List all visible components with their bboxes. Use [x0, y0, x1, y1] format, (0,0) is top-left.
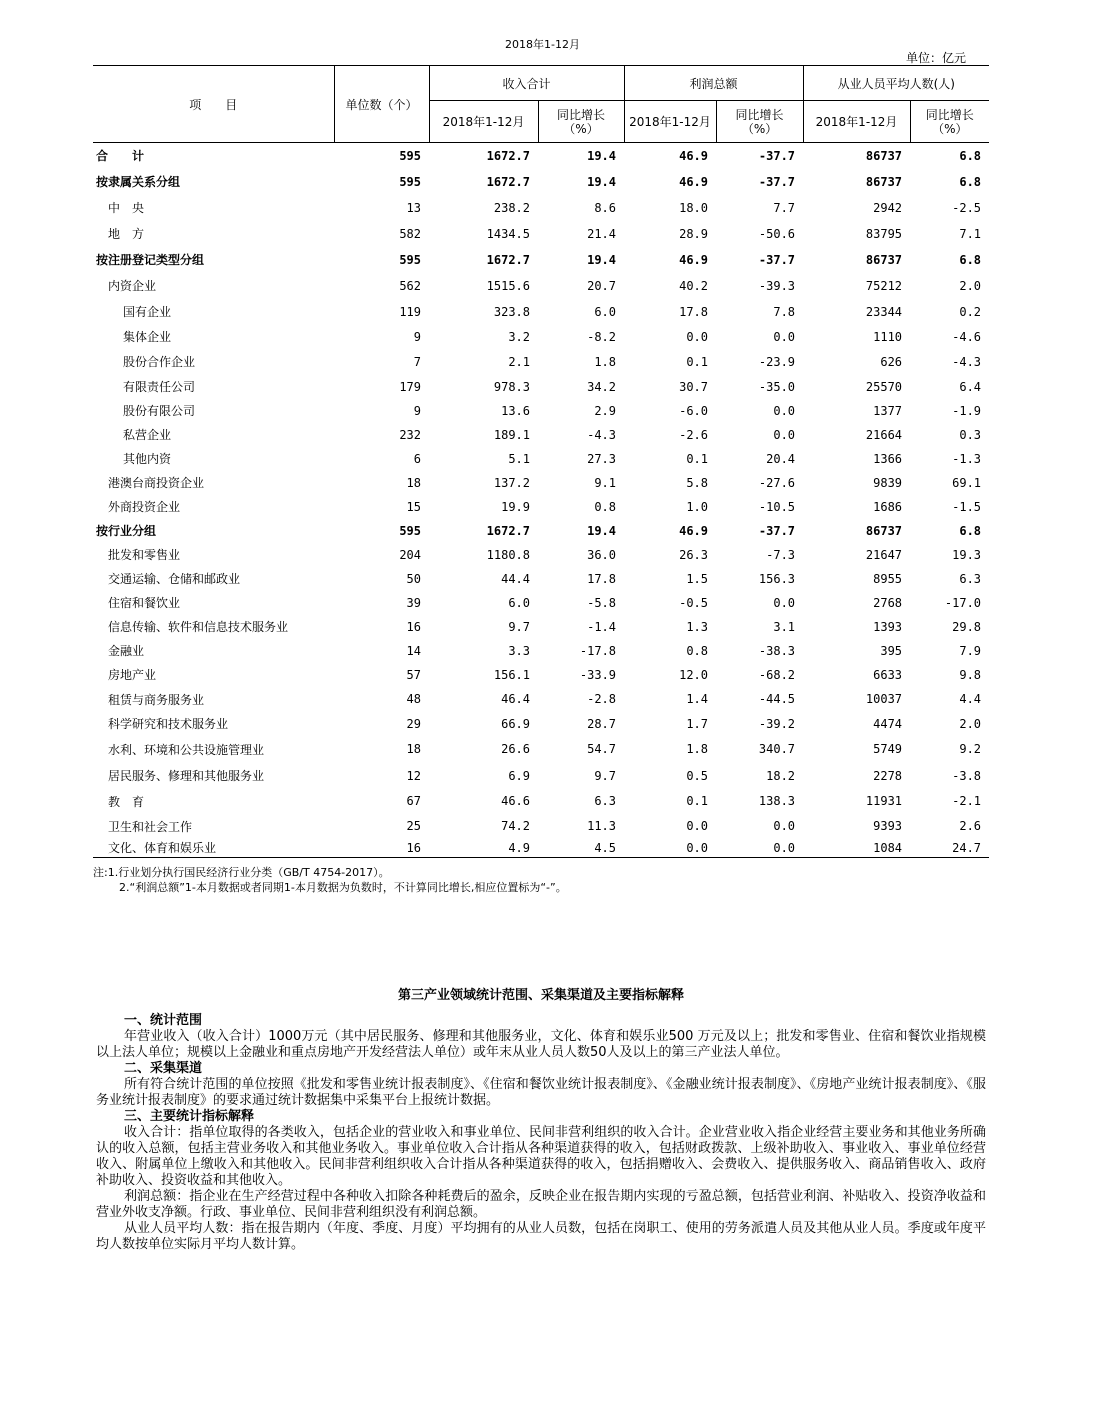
employees-growth-cell: -1.5	[952, 499, 982, 514]
profit-growth-cell: 0.0	[716, 839, 803, 858]
table-row	[93, 195, 989, 221]
profit-cell: 1.0	[686, 499, 709, 514]
profit-cell: 0.0	[686, 329, 709, 344]
indicator-explanation	[96, 988, 986, 1253]
revenue-growth-cell: 36.0	[587, 547, 617, 562]
profit-cell: 18.0	[679, 200, 709, 215]
employees-growth-cell: 4.4	[959, 692, 982, 706]
row-label: 租赁与商务服务业	[108, 692, 205, 707]
revenue-cell: 19.9	[501, 499, 530, 514]
report-period: 2018年1-12月	[505, 38, 580, 51]
table-row	[93, 169, 989, 195]
profit-cell: 1.7	[686, 716, 709, 731]
revenue-growth-cell: 19.4	[587, 523, 617, 538]
profit-growth-cell: -37.7	[758, 252, 796, 267]
row-label: 中 央	[108, 201, 145, 215]
employees-cell: 8955	[873, 571, 903, 586]
row-label: 信息传输、软件和信息技术服务业	[108, 620, 289, 634]
revenue-growth-cell: -5.8	[587, 595, 617, 610]
employees-growth-cell: 2.0	[959, 278, 982, 293]
revenue-growth-cell: 54.7	[587, 742, 617, 756]
profit-cell: 12.0	[679, 667, 709, 682]
units-count-cell: 12	[406, 768, 421, 783]
profit-growth-cell: -37.7	[758, 174, 796, 189]
row-label: 按行业分组	[96, 524, 157, 538]
profit-cell: 40.2	[679, 278, 709, 293]
employees-cell: 11931	[865, 794, 903, 808]
header-units-count: 单位数（个）	[334, 66, 429, 143]
profit-growth-cell: -23.9	[758, 354, 796, 369]
row-label: 股份有限公司	[123, 404, 196, 418]
employees-cell: 395	[880, 643, 903, 658]
table-row	[93, 471, 989, 495]
revenue-growth-cell: 19.4	[587, 148, 617, 163]
revenue-growth-cell: -8.2	[587, 329, 617, 344]
employees-growth-cell: 2.6	[959, 819, 982, 833]
revenue-cell: 323.8	[493, 304, 530, 319]
employees-cell: 83795	[865, 226, 903, 241]
table-row	[93, 814, 989, 839]
employees-growth-cell: 6.8	[959, 523, 982, 538]
table-row	[93, 325, 989, 349]
profit-growth-cell: 3.1	[773, 619, 796, 634]
employees-growth-cell: 6.3	[959, 571, 982, 586]
profit-growth-cell: 0.0	[773, 403, 796, 418]
indicator-employees-text: 从业人员平均人数：指在报告期内（年度、季度、月度）平均拥有的从业人员数，包括在岗职工、使用的劳务派遣人员及其他从业人员。季度或年度平均人数按单位实际月平均人数计算。	[96, 1221, 986, 1252]
table-row	[93, 763, 989, 789]
row-label: 私营企业	[123, 428, 172, 442]
units-count-cell: 67	[406, 794, 421, 808]
employees-growth-cell: 29.8	[952, 619, 982, 634]
profit-growth-cell: 0.0	[773, 427, 796, 442]
revenue-cell: 13.6	[501, 403, 530, 418]
profit-growth-cell: 20.4	[766, 451, 796, 466]
employees-growth-cell: 6.8	[959, 252, 982, 267]
revenue-growth-cell: 8.6	[594, 200, 617, 215]
revenue-cell: 1434.5	[486, 226, 530, 241]
profit-growth-cell: -35.0	[758, 379, 796, 394]
profit-cell: 1.8	[686, 742, 709, 756]
units-count-cell: 595	[399, 148, 421, 163]
revenue-growth-cell: -17.8	[579, 643, 617, 658]
units-count-cell: 7	[413, 354, 421, 369]
row-label: 金融业	[108, 644, 145, 658]
revenue-growth-cell: 1.8	[594, 354, 617, 369]
employees-growth-cell: -1.3	[952, 451, 982, 466]
statistics-table	[93, 65, 989, 858]
profit-growth-cell: -37.7	[758, 148, 796, 163]
row-label: 交通运输、仓储和邮政业	[108, 572, 241, 586]
employees-cell: 2942	[873, 200, 903, 215]
profit-cell: -0.5	[679, 595, 709, 610]
profit-growth-cell: 156.3	[758, 571, 796, 586]
employees-cell: 86737	[865, 523, 903, 538]
units-count-cell: 204	[399, 547, 421, 562]
revenue-growth-cell: -1.4	[587, 619, 617, 634]
revenue-cell: 137.2	[493, 475, 530, 490]
employees-cell: 2768	[873, 595, 903, 610]
row-label: 外商投资企业	[108, 500, 181, 514]
profit-cell: 1.4	[686, 692, 709, 706]
employees-growth-cell: -4.3	[952, 354, 982, 369]
profit-growth-cell: -50.6	[758, 226, 796, 241]
table-row	[93, 687, 989, 712]
header-revenue-growth: 同比增长 （%）	[538, 101, 624, 143]
profit-growth-cell: -7.3	[766, 547, 796, 562]
units-count-cell: 6	[413, 451, 421, 466]
units-count-cell: 595	[399, 252, 421, 267]
profit-cell: 28.9	[679, 226, 709, 241]
revenue-growth-cell: 4.5	[538, 839, 624, 858]
note-2: 2.“利润总额”1-本月数据或者同期1-本月数据为负数时，不计算同比增长,相应位置标为“-”。	[119, 881, 567, 894]
profit-growth-cell: -39.3	[758, 278, 796, 293]
employees-cell: 10037	[865, 692, 903, 706]
profit-cell: 30.7	[679, 379, 709, 394]
row-label: 合 计	[96, 149, 145, 164]
table-row	[93, 591, 989, 615]
profit-growth-cell: 138.3	[758, 794, 796, 808]
units-count-cell: 15	[406, 499, 421, 514]
table-row	[93, 221, 989, 247]
table-row	[93, 273, 989, 299]
employees-cell: 1377	[873, 403, 903, 418]
revenue-cell: 978.3	[493, 379, 530, 394]
table-row	[93, 712, 989, 736]
units-count-cell: 232	[399, 427, 421, 442]
header-item: 项 目	[189, 97, 238, 112]
revenue-cell: 1180.8	[486, 547, 530, 562]
revenue-growth-cell: 28.7	[587, 716, 617, 731]
revenue-cell: 3.3	[508, 643, 530, 658]
profit-cell: -2.6	[679, 427, 709, 442]
employees-growth-cell: -3.8	[952, 768, 982, 783]
header-employees-period: 2018年1-12月	[803, 101, 910, 143]
profit-cell: 17.8	[679, 304, 709, 319]
row-label: 其他内资	[123, 452, 172, 466]
table-body	[93, 143, 989, 858]
row-label: 股份合作企业	[123, 355, 196, 369]
revenue-growth-cell: 9.7	[594, 768, 617, 783]
revenue-cell: 5.1	[508, 451, 530, 466]
revenue-cell: 3.2	[508, 329, 530, 344]
employees-cell: 1110	[873, 329, 903, 344]
revenue-growth-cell: 34.2	[587, 379, 617, 394]
units-count-cell: 50	[406, 571, 421, 586]
employees-cell: 23344	[865, 304, 903, 319]
units-count-cell: 179	[399, 379, 421, 394]
header-revenue: 收入合计	[429, 66, 624, 101]
row-label: 按隶属关系分组	[96, 175, 181, 189]
row-label: 港澳台商投资企业	[108, 476, 205, 490]
revenue-growth-cell: 21.4	[587, 226, 617, 241]
explanation-title: 第三产业领域统计范围、采集渠道及主要指标解释	[397, 988, 684, 1003]
section-scope-text: 年营业收入（收入合计）1000万元（其中居民服务、修理和其他服务业，文化、体育和娱乐业500 万元及以上；批发和零售业、住宿和餐饮业指规模以上法人单位；规模以上金融业和重点房地产开发经营法人单位）或年末从业人员人数50人及以上的第三产业法人单位。	[96, 1029, 986, 1060]
section-channel-text: 所有符合统计范围的单位按照《批发和零售业统计报表制度》、《住宿和餐饮业统计报表制度》、《金融业统计报表制度》、《房地产业统计报表制度》、《服务业统计报表制度》的要求通过统计数据集中采集平台上报统计数据。	[96, 1077, 986, 1108]
revenue-growth-cell: 6.3	[594, 794, 617, 808]
units-count-cell: 25	[406, 819, 421, 833]
employees-growth-cell: 7.9	[959, 643, 982, 658]
profit-growth-cell: -68.2	[758, 667, 796, 682]
table-row	[93, 495, 989, 519]
units-count-cell: 39	[406, 595, 421, 610]
section-scope-title: 一、统计范围	[124, 1013, 203, 1028]
revenue-growth-cell: 2.9	[594, 403, 617, 418]
table-row	[93, 736, 989, 763]
units-count-cell: 9	[413, 329, 421, 344]
profit-growth-cell: -37.7	[758, 523, 796, 538]
employees-cell: 6633	[873, 667, 903, 682]
header-employees-growth: 同比增长 （%）	[910, 101, 989, 143]
revenue-growth-cell: 27.3	[587, 451, 617, 466]
table-row	[93, 423, 989, 447]
row-label: 科学研究和技术服务业	[108, 717, 229, 731]
units-count-cell: 9	[413, 403, 421, 418]
revenue-growth-cell: 19.4	[587, 174, 617, 189]
profit-cell: 0.8	[686, 643, 709, 658]
section-channel-title: 二、采集渠道	[124, 1061, 203, 1076]
employees-growth-cell: 6.4	[959, 379, 982, 394]
revenue-cell: 1672.7	[486, 174, 530, 189]
revenue-cell: 26.6	[501, 742, 530, 756]
employees-cell: 1393	[873, 619, 903, 634]
table-header	[93, 66, 989, 143]
revenue-cell: 1672.7	[486, 252, 530, 267]
profit-growth-cell: 0.0	[773, 595, 796, 610]
profit-growth-cell: 0.0	[773, 819, 796, 833]
profit-growth-cell: 18.2	[766, 768, 796, 783]
table-row	[93, 639, 989, 663]
table-row	[93, 543, 989, 567]
note-1: 注:1.行业划分执行国民经济行业分类（GB/T 4754-2017）。	[93, 866, 390, 879]
row-label: 文化、体育和娱乐业	[93, 839, 334, 858]
profit-growth-cell: -39.2	[758, 716, 796, 731]
row-label: 集体企业	[123, 330, 172, 344]
employees-cell: 75212	[865, 278, 903, 293]
units-count-cell: 48	[406, 692, 421, 706]
employees-cell: 86737	[865, 252, 903, 267]
employees-cell: 86737	[865, 174, 903, 189]
profit-cell: 46.9	[679, 523, 709, 538]
profit-growth-cell: -44.5	[758, 692, 796, 706]
table-row	[93, 299, 989, 325]
row-label: 有限责任公司	[123, 380, 196, 394]
units-count-cell: 16	[406, 619, 421, 634]
profit-cell: 46.9	[679, 252, 709, 267]
units-count-cell: 13	[406, 200, 421, 215]
employees-cell: 2278	[873, 768, 903, 783]
profit-cell: 1.5	[686, 571, 709, 586]
employees-cell: 5749	[873, 742, 903, 756]
table-row	[93, 519, 989, 543]
row-label: 住宿和餐饮业	[108, 596, 181, 610]
units-count-cell: 16	[334, 839, 429, 858]
revenue-cell: 46.6	[501, 794, 530, 808]
employees-cell: 1686	[873, 499, 903, 514]
revenue-growth-cell: 20.7	[587, 278, 617, 293]
table-row	[93, 615, 989, 639]
employees-growth-cell: -17.0	[944, 595, 982, 610]
revenue-growth-cell: -2.8	[587, 692, 617, 706]
revenue-growth-cell: -33.9	[579, 667, 617, 682]
employees-growth-cell: 0.2	[959, 304, 982, 319]
row-label: 居民服务、修理和其他服务业	[108, 769, 265, 783]
profit-growth-cell: -38.3	[758, 643, 796, 658]
header-revenue-period: 2018年1-12月	[429, 101, 538, 143]
employees-growth-cell: 9.8	[959, 667, 982, 682]
table-notes	[93, 865, 567, 895]
employees-growth-cell: -1.9	[952, 403, 982, 418]
revenue-growth-cell: 17.8	[587, 571, 617, 586]
profit-growth-cell: 7.7	[773, 200, 796, 215]
units-count-cell: 18	[406, 475, 421, 490]
employees-growth-cell: 0.3	[959, 427, 982, 442]
table-row	[93, 567, 989, 591]
profit-cell: 0.1	[686, 794, 709, 808]
profit-growth-cell: 340.7	[758, 742, 796, 756]
revenue-cell: 238.2	[493, 200, 530, 215]
units-count-cell: 14	[406, 643, 421, 658]
employees-growth-cell: -4.6	[952, 329, 982, 344]
profit-cell: 0.0	[624, 839, 716, 858]
employees-cell: 1366	[873, 451, 903, 466]
revenue-cell: 46.4	[501, 692, 530, 706]
table-row	[93, 399, 989, 423]
revenue-cell: 189.1	[493, 427, 530, 442]
row-label: 按注册登记类型分组	[96, 253, 205, 267]
profit-cell: 0.0	[686, 819, 709, 833]
revenue-cell: 9.7	[508, 619, 530, 634]
employees-cell: 626	[880, 354, 903, 369]
profit-cell: 0.5	[686, 768, 709, 783]
revenue-cell: 1515.6	[486, 278, 530, 293]
employees-cell: 1084	[803, 839, 910, 858]
row-label: 批发和零售业	[108, 548, 181, 562]
row-label: 水利、环境和公共设施管理业	[108, 742, 265, 757]
unit-label: 单位：亿元	[906, 51, 967, 65]
table-row	[93, 247, 989, 273]
employees-growth-cell: 2.0	[959, 716, 982, 731]
table-row	[93, 447, 989, 471]
revenue-growth-cell: 19.4	[587, 252, 617, 267]
table-row	[93, 839, 989, 858]
revenue-cell: 1672.7	[486, 148, 530, 163]
profit-growth-cell: 0.0	[773, 329, 796, 344]
employees-growth-cell: 69.1	[952, 475, 982, 490]
revenue-cell: 6.0	[508, 595, 530, 610]
header-employees: 从业人员平均人数(人)	[803, 66, 989, 101]
units-count-cell: 582	[399, 226, 421, 241]
units-count-cell: 595	[399, 174, 421, 189]
units-count-cell: 562	[399, 278, 421, 293]
profit-cell: 5.8	[686, 475, 709, 490]
revenue-growth-cell: 9.1	[594, 475, 617, 490]
row-label: 卫生和社会工作	[108, 819, 193, 834]
revenue-cell: 156.1	[493, 667, 530, 682]
employees-cell: 86737	[865, 148, 903, 163]
revenue-growth-cell: 0.8	[594, 499, 617, 514]
table-row	[93, 143, 989, 169]
units-count-cell: 595	[399, 523, 421, 538]
revenue-growth-cell: 6.0	[594, 304, 617, 319]
table-row	[93, 789, 989, 814]
profit-cell: 1.3	[686, 619, 709, 634]
revenue-growth-cell: 11.3	[587, 819, 617, 833]
revenue-cell: 4.9	[429, 839, 538, 858]
section-indicators-title: 三、主要统计指标解释	[124, 1109, 255, 1124]
revenue-cell: 74.2	[501, 819, 530, 833]
employees-growth-cell: 6.8	[959, 174, 982, 189]
units-count-cell: 57	[406, 667, 421, 682]
profit-growth-cell: 7.8	[773, 304, 796, 319]
employees-growth-cell: 9.2	[959, 742, 982, 756]
indicator-profit-text: 利润总额：指企业在生产经营过程中各种收入扣除各种耗费后的盈余，反映企业在报告期内实现的亏盈总额，包括营业利润、补贴收入、投资净收益和营业外收支净额。行政、事业单位、民间非营利组织没有利润总额。	[96, 1189, 986, 1220]
table-row	[93, 375, 989, 399]
employees-growth-cell: -2.1	[952, 794, 982, 808]
profit-cell: -6.0	[679, 403, 709, 418]
employees-cell: 9839	[873, 475, 903, 490]
revenue-cell: 6.9	[508, 768, 530, 783]
row-label: 地 方	[108, 227, 145, 241]
employees-cell: 9393	[873, 819, 903, 833]
profit-cell: 0.1	[686, 451, 709, 466]
revenue-cell: 2.1	[508, 354, 530, 369]
employees-cell: 21664	[865, 427, 903, 442]
revenue-cell: 66.9	[501, 716, 530, 731]
employees-cell: 25570	[865, 379, 903, 394]
units-count-cell: 29	[406, 716, 421, 731]
revenue-cell: 1672.7	[486, 523, 530, 538]
profit-cell: 0.1	[686, 354, 709, 369]
profit-growth-cell: -10.5	[758, 499, 796, 514]
employees-growth-cell: 19.3	[952, 547, 982, 562]
row-label: 国有企业	[123, 305, 172, 319]
employees-growth-cell: -2.5	[952, 200, 982, 215]
row-label: 房地产业	[108, 668, 157, 682]
revenue-growth-cell: -4.3	[587, 427, 617, 442]
employees-growth-cell: 6.8	[959, 148, 982, 163]
row-label: 教 育	[108, 794, 145, 809]
header-profit-growth: 同比增长 （%）	[716, 101, 803, 143]
units-count-cell: 119	[399, 304, 421, 319]
employees-cell: 21647	[865, 547, 903, 562]
profit-growth-cell: -27.6	[758, 475, 796, 490]
revenue-cell: 44.4	[501, 571, 530, 586]
units-count-cell: 18	[406, 742, 421, 756]
profit-cell: 26.3	[679, 547, 709, 562]
indicator-revenue-text: 收入合计：指单位取得的各类收入，包括企业的营业收入和事业单位、民间非营利组织的收入合计。企业营业收入指企业经营主要业务和其他业务所确认的收入总额，包括主营业务收入和其他业务收入。事业单位收入合计指从各种渠道获得的收入，包括财政拨款、上级补助收入、事业收入、事业单位经营收入、附属单位上缴收入和其他收入。民间非营利组织收入合计指从各种渠道获得的收入，包括捐赠收入、会费收入、提供服务收入、商品销售收入、政府补助收入、投资收益和其他收入。	[96, 1125, 986, 1188]
profit-cell: 46.9	[679, 148, 709, 163]
header-profit-period: 2018年1-12月	[624, 101, 716, 143]
profit-cell: 46.9	[679, 174, 709, 189]
employees-cell: 4474	[873, 716, 903, 731]
table-row	[93, 349, 989, 375]
table-row	[93, 663, 989, 687]
employees-growth-cell: 7.1	[959, 226, 982, 241]
employees-growth-cell: 24.7	[910, 839, 989, 858]
header-profit: 利润总额	[624, 66, 803, 101]
row-label: 内资企业	[108, 279, 157, 293]
